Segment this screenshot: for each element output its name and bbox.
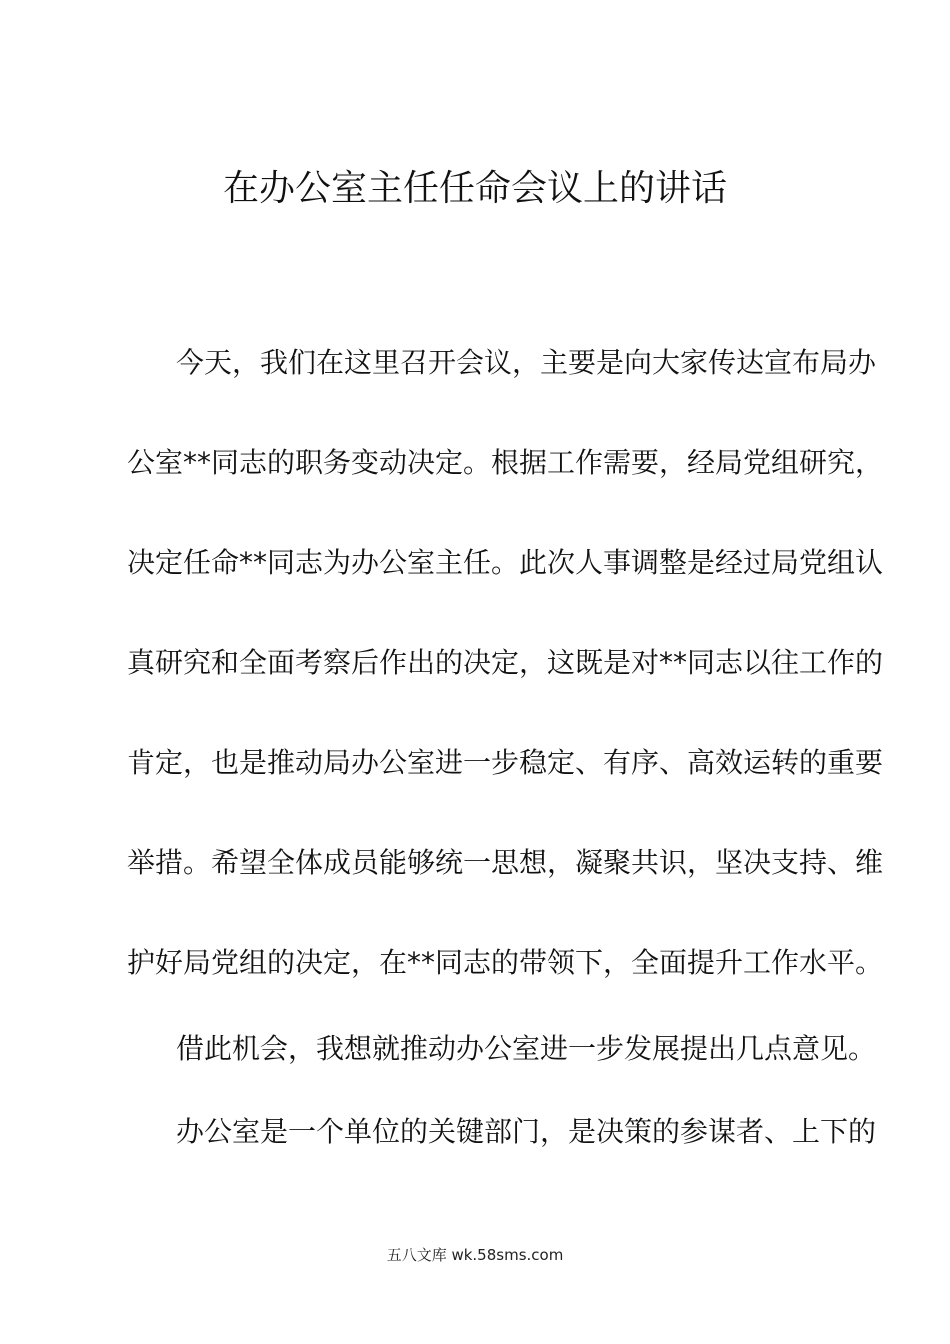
paragraph-line: 今天，我们在这里召开会议，主要是向大家传达宣布局办	[176, 346, 877, 379]
paragraph-line: 肯定，也是推动局办公室进一步稳定、有序、高效运转的重要	[127, 746, 884, 779]
page-footer: 五八文库 wk.58sms.com	[386, 1246, 564, 1264]
paragraph-line: 公室**同志的职务变动决定。根据工作需要，经局党组研究，	[127, 446, 884, 479]
document-title: 在办公室主任任命会议上的讲话	[222, 168, 727, 209]
paragraph-line: 护好局党组的决定，在**同志的带领下，全面提升工作水平。	[127, 946, 884, 979]
paragraph-line: 举措。希望全体成员能够统一思想，凝聚共识，坚决支持、维	[127, 846, 884, 879]
paragraph-line: 借此机会，我想就推动办公室进一步发展提出几点意见。	[176, 1032, 877, 1065]
paragraph-line: 真研究和全面考察后作出的决定，这既是对**同志以往工作的	[127, 646, 884, 679]
paragraph-line: 办公室是一个单位的关键部门，是决策的参谋者、上下的	[176, 1115, 877, 1148]
paragraph-line: 决定任命**同志为办公室主任。此次人事调整是经过局党组认	[127, 546, 884, 579]
